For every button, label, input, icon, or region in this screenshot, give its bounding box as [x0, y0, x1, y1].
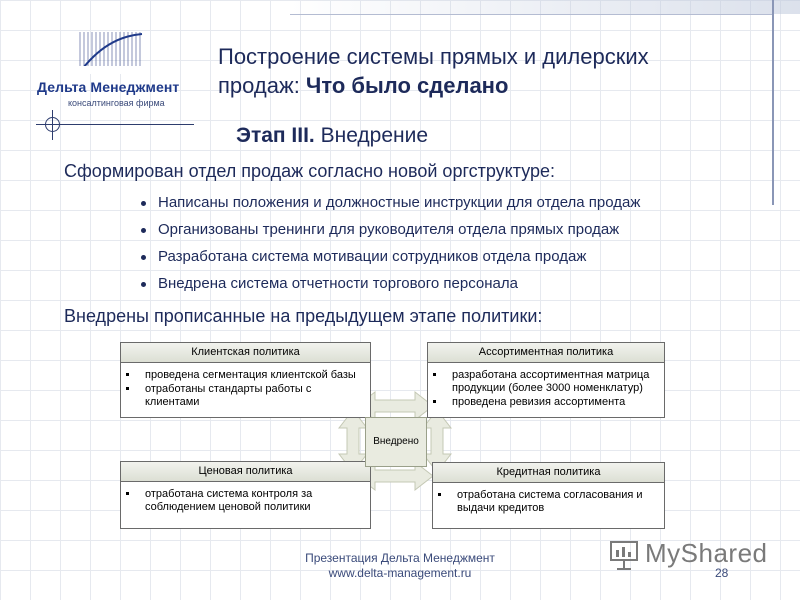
crosshair-circle-icon	[45, 117, 60, 132]
list-item: разработана ассортиментная матрица продукции (более 3000 номенклатур)	[428, 369, 664, 395]
bullet-list	[138, 194, 640, 302]
bullet-square-icon	[126, 387, 129, 390]
footer-presentation: Презентация Дельта Менеджмент	[305, 551, 495, 565]
center-label: Внедрено	[365, 417, 427, 467]
assortment-policy-title: Ассортиментная политика	[428, 343, 664, 363]
bullet-item: Разработана система мотивации сотрудников отдела продаж	[138, 248, 640, 275]
logo	[20, 20, 200, 115]
bullet-square-icon	[433, 373, 436, 376]
credit-policy-box	[432, 462, 665, 529]
stage-number: Этап III.	[236, 124, 315, 147]
intro-text: Сформирован отдел продаж согласно новой оргструктуре:	[64, 161, 556, 181]
policies-heading: Внедрены прописанные на предыдущем этапе политики:	[64, 306, 543, 326]
price-policy-title: Ценовая политика	[121, 462, 370, 482]
list-item: проведена сегментация клиентской базы	[121, 369, 370, 382]
logo-subtitle: консалтинговая фирма	[68, 98, 165, 108]
stage-heading	[236, 124, 428, 148]
bullet-square-icon	[438, 493, 441, 496]
client-policy-box	[120, 342, 371, 418]
page-number: 28	[715, 566, 729, 580]
stage-name: Внедрение	[314, 124, 429, 147]
title-bold: Что было сделано	[305, 73, 509, 98]
header-band	[290, 0, 800, 14]
price-policy-box	[120, 461, 371, 529]
bullet-square-icon	[433, 400, 436, 403]
header-vertical-rule	[772, 0, 774, 205]
list-item: отработаны стандарты работы с клиентами	[121, 383, 370, 409]
title-line-2	[218, 71, 758, 100]
bullet-item: Организованы тренинги для руководителя отдела прямых продаж	[138, 221, 640, 248]
title-line-1: Построение системы прямых и дилерских	[218, 44, 649, 69]
bullet-item: Написаны положения и должностные инструкции для отдела продаж	[138, 194, 640, 221]
bullet-dot-icon	[141, 201, 146, 206]
bullet-dot-icon	[141, 228, 146, 233]
title-prefix: продаж:	[218, 73, 306, 98]
header-divider	[290, 14, 774, 15]
footer	[200, 551, 600, 581]
list-item: отработана система согласования и выдачи кредитов	[433, 489, 664, 515]
client-policy-title: Клиентская политика	[121, 343, 370, 363]
bullet-square-icon	[126, 492, 129, 495]
list-item: проведена ревизия ассортимента	[428, 396, 664, 409]
bullet-dot-icon	[141, 255, 146, 260]
assortment-policy-box	[427, 342, 665, 418]
watermark: MyShared	[645, 538, 768, 568]
bullet-item: Внедрена система отчетности торгового персонала	[138, 275, 640, 302]
logo-name: Дельта Менеджмент	[37, 79, 180, 95]
bullet-square-icon	[126, 373, 129, 376]
list-item: отработана система контроля за соблюдением ценовой политики	[121, 488, 370, 514]
bullet-dot-icon	[141, 282, 146, 287]
footer-website[interactable]: www.delta-management.ru	[328, 566, 472, 580]
presentation-board-icon	[608, 538, 642, 572]
logo-graphic-icon	[78, 28, 144, 74]
credit-policy-title: Кредитная политика	[433, 463, 664, 483]
page-title	[218, 42, 758, 100]
